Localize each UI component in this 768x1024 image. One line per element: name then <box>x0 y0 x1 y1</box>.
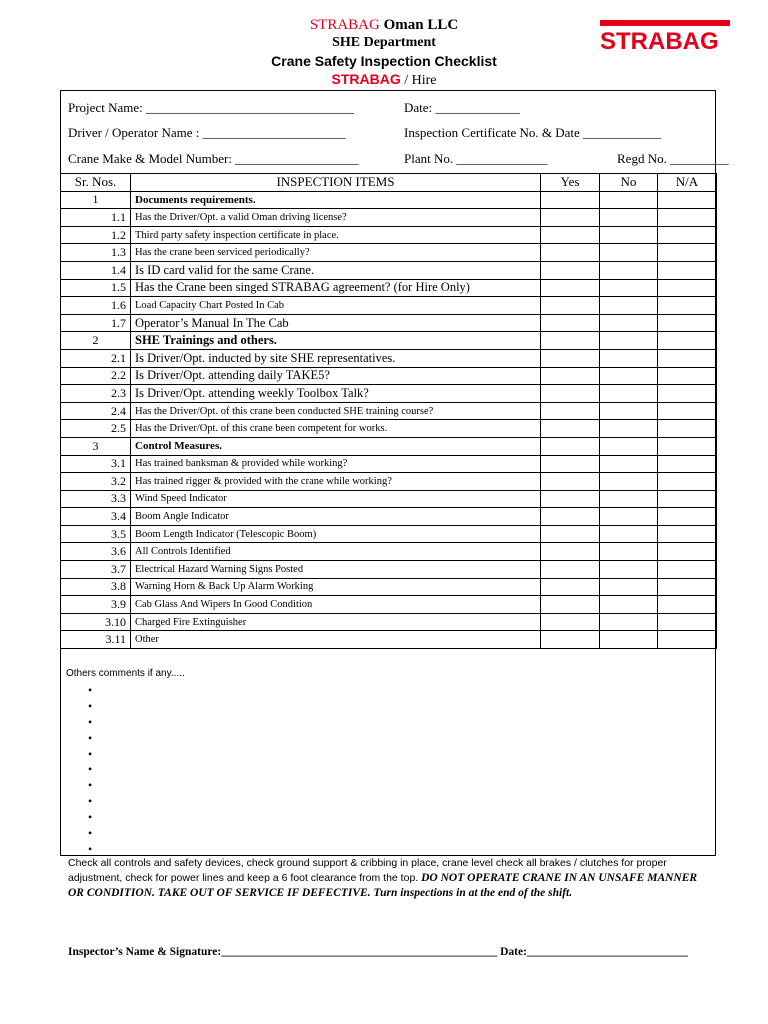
inspection-item: Boom Length Indicator (Telescopic Boom) <box>131 525 541 543</box>
table-row <box>61 455 717 473</box>
no-check-cell[interactable] <box>600 473 658 491</box>
na-check-cell[interactable] <box>658 191 717 209</box>
table-row <box>61 402 717 420</box>
row-number: 1.5 <box>61 279 131 297</box>
company-name: Oman LLC <box>379 17 459 33</box>
table-row <box>61 279 717 297</box>
comment-bullet[interactable]: • <box>88 714 93 729</box>
no-check-cell[interactable] <box>600 279 658 297</box>
yes-check-cell[interactable] <box>541 596 600 614</box>
section-row <box>61 332 717 350</box>
no-check-cell[interactable] <box>600 367 658 385</box>
no-check-cell[interactable] <box>600 297 658 315</box>
no-check-cell[interactable] <box>600 226 658 244</box>
inspection-item: Electrical Hazard Warning Signs Posted <box>131 561 541 579</box>
section-title: Control Measures. <box>131 437 541 455</box>
na-check-cell[interactable] <box>658 455 717 473</box>
comment-bullet[interactable]: • <box>88 841 93 856</box>
no-check-cell[interactable] <box>600 613 658 631</box>
table-row <box>61 244 717 262</box>
row-number: 2.4 <box>61 402 131 420</box>
row-number: 3.1 <box>61 455 131 473</box>
no-check-cell[interactable] <box>600 420 658 438</box>
no-check-cell[interactable] <box>600 578 658 596</box>
yes-check-cell[interactable] <box>541 420 600 438</box>
yes-check-cell[interactable] <box>541 490 600 508</box>
no-check-cell[interactable] <box>600 261 658 279</box>
inspection-item: Has the Crane been singed STRABAG agreement? (for Hire Only) <box>131 279 541 297</box>
table-row <box>61 525 717 543</box>
comment-bullet[interactable]: • <box>88 746 93 761</box>
no-check-cell[interactable] <box>600 508 658 526</box>
na-check-cell[interactable] <box>658 613 717 631</box>
table-row <box>61 543 717 561</box>
inspection-item: Third party safety inspection certificate in place. <box>131 226 541 244</box>
table-row <box>61 578 717 596</box>
comment-bullet[interactable]: • <box>88 762 93 777</box>
row-number: 1 <box>61 191 131 209</box>
yes-check-cell[interactable] <box>541 314 600 332</box>
row-number: 2.2 <box>61 367 131 385</box>
table-row <box>61 367 717 385</box>
yes-check-cell[interactable] <box>541 297 600 315</box>
no-check-cell[interactable] <box>600 402 658 420</box>
na-check-cell[interactable] <box>658 631 717 649</box>
na-check-cell[interactable] <box>658 209 717 227</box>
na-check-cell[interactable] <box>658 297 717 315</box>
row-number: 3.11 <box>61 631 131 649</box>
na-check-cell[interactable] <box>658 402 717 420</box>
row-number: 2 <box>61 332 131 350</box>
row-number: 2.1 <box>61 349 131 367</box>
table-row <box>61 508 717 526</box>
comments-list[interactable] <box>88 682 92 857</box>
na-check-cell[interactable] <box>658 561 717 579</box>
table-row <box>61 473 717 491</box>
plant-no-field[interactable]: Plant No. ______________ <box>404 151 548 166</box>
inspection-item: Has trained banksman & provided while working? <box>131 455 541 473</box>
inspection-item: Load Capacity Chart Posted In Cab <box>131 297 541 315</box>
na-check-cell[interactable] <box>658 490 717 508</box>
no-check-cell[interactable] <box>600 244 658 262</box>
na-check-cell[interactable] <box>658 261 717 279</box>
table-row <box>61 349 717 367</box>
hire-label: / Hire <box>400 73 437 88</box>
inspection-item: Boom Angle Indicator <box>131 508 541 526</box>
yes-check-cell[interactable] <box>541 279 600 297</box>
row-number: 3.8 <box>61 578 131 596</box>
na-check-cell[interactable] <box>658 332 717 350</box>
row-number: 3.10 <box>61 613 131 631</box>
notice-warning: DO NOT OPERATE CRANE IN AN UNSAFE MANNER OR CONDITION. TAKE OUT OF SERVICE IF DEFECTIVE. Turn inspections in at the end of the shift. <box>68 872 698 899</box>
strabag-logo <box>600 20 730 60</box>
comments-label: Others comments if any..... <box>66 668 185 679</box>
no-check-cell[interactable] <box>600 631 658 649</box>
inspection-item: Is Driver/Opt. attending daily TAKE5? <box>131 367 541 385</box>
signature-line[interactable]: Inspector’s Name & Signature:________________________________________________ Date:____________________________ <box>68 946 688 958</box>
no-check-cell[interactable] <box>600 561 658 579</box>
na-check-cell[interactable] <box>658 578 717 596</box>
document-title: Crane Safety Inspection Checklist <box>271 53 497 69</box>
na-check-cell[interactable] <box>658 437 717 455</box>
table-row <box>61 596 717 614</box>
inspection-item: Charged Fire Extinguisher <box>131 613 541 631</box>
no-check-cell[interactable] <box>600 437 658 455</box>
row-number: 3.3 <box>61 490 131 508</box>
table-row <box>61 613 717 631</box>
no-check-cell[interactable] <box>600 596 658 614</box>
na-check-cell[interactable] <box>658 226 717 244</box>
row-number: 2.5 <box>61 420 131 438</box>
yes-check-cell[interactable] <box>541 437 600 455</box>
comment-bullet[interactable]: • <box>88 730 93 745</box>
no-check-cell[interactable] <box>600 314 658 332</box>
inspection-item: Wind Speed Indicator <box>131 490 541 508</box>
no-check-cell[interactable] <box>600 455 658 473</box>
yes-check-cell[interactable] <box>541 226 600 244</box>
inspection-item: Is ID card valid for the same Crane. <box>131 261 541 279</box>
no-check-cell[interactable] <box>600 490 658 508</box>
inspection-item: Has the Driver/Opt. of this crane been competent for works. <box>131 420 541 438</box>
row-number: 3.7 <box>61 561 131 579</box>
row-number: 3.5 <box>61 525 131 543</box>
department-line: SHE Department <box>332 35 436 50</box>
safety-notice <box>68 856 708 901</box>
hire-brand: STRABAG <box>331 71 401 87</box>
inspection-table <box>60 173 717 649</box>
table-row <box>61 209 717 227</box>
table-row <box>61 631 717 649</box>
yes-check-cell[interactable] <box>541 367 600 385</box>
yes-check-cell[interactable] <box>541 191 600 209</box>
table-row <box>61 420 717 438</box>
no-check-cell[interactable] <box>600 385 658 403</box>
no-check-cell[interactable] <box>600 543 658 561</box>
row-number: 1.4 <box>61 261 131 279</box>
yes-check-cell[interactable] <box>541 508 600 526</box>
row-number: 3.2 <box>61 473 131 491</box>
comment-bullet[interactable]: • <box>88 778 93 793</box>
yes-check-cell[interactable] <box>541 578 600 596</box>
section-row <box>61 191 717 209</box>
company-brand: STRABAG <box>309 17 380 33</box>
inspection-item: Is Driver/Opt. attending weekly Toolbox Talk? <box>131 385 541 403</box>
no-check-cell[interactable] <box>600 525 658 543</box>
na-check-cell[interactable] <box>658 420 717 438</box>
yes-check-cell[interactable] <box>541 332 600 350</box>
header-na: N/A <box>658 174 717 192</box>
section-title: SHE Trainings and others. <box>131 332 541 350</box>
header-no: No <box>600 174 658 192</box>
row-number: 1.2 <box>61 226 131 244</box>
comment-bullet[interactable]: • <box>88 810 93 825</box>
row-number: 3.9 <box>61 596 131 614</box>
table-row <box>61 314 717 332</box>
na-check-cell[interactable] <box>658 244 717 262</box>
na-check-cell[interactable] <box>658 543 717 561</box>
inspection-item: Operator’s Manual In The Cab <box>131 314 541 332</box>
yes-check-cell[interactable] <box>541 561 600 579</box>
yes-check-cell[interactable] <box>541 244 600 262</box>
inspection-item: Has the crane been serviced periodically? <box>131 244 541 262</box>
na-check-cell[interactable] <box>658 367 717 385</box>
row-number: 1.3 <box>61 244 131 262</box>
na-check-cell[interactable] <box>658 385 717 403</box>
table-row <box>61 385 717 403</box>
row-number: 1.6 <box>61 297 131 315</box>
row-number: 2.3 <box>61 385 131 403</box>
table-row <box>61 226 717 244</box>
inspection-item: Has trained rigger & provided with the crane while working? <box>131 473 541 491</box>
inspection-item: All Controls Identified <box>131 543 541 561</box>
no-check-cell[interactable] <box>600 191 658 209</box>
inspection-item: Warning Horn & Back Up Alarm Working <box>131 578 541 596</box>
comment-bullet[interactable]: • <box>88 794 93 809</box>
na-check-cell[interactable] <box>658 525 717 543</box>
yes-check-cell[interactable] <box>541 209 600 227</box>
comment-bullet[interactable]: • <box>88 683 93 697</box>
yes-check-cell[interactable] <box>541 385 600 403</box>
row-number: 3 <box>61 437 131 455</box>
comment-bullet[interactable]: • <box>88 826 93 841</box>
regd-no-field[interactable]: Regd No. _________ <box>617 151 729 166</box>
header-yes: Yes <box>541 174 600 192</box>
yes-check-cell[interactable] <box>541 402 600 420</box>
na-check-cell[interactable] <box>658 508 717 526</box>
row-number: 3.4 <box>61 508 131 526</box>
row-number: 3.6 <box>61 543 131 561</box>
yes-check-cell[interactable] <box>541 525 600 543</box>
row-number: 1.7 <box>61 314 131 332</box>
inspection-item: Is Driver/Opt. inducted by site SHE representatives. <box>131 349 541 367</box>
logo-bar <box>600 20 730 26</box>
header-inspection-items: INSPECTION ITEMS <box>131 174 541 192</box>
inspection-item: Cab Glass And Wipers In Good Condition <box>131 596 541 614</box>
inspection-item: Has the Driver/Opt. a valid Oman driving license? <box>131 209 541 227</box>
yes-check-cell[interactable] <box>541 613 600 631</box>
na-check-cell[interactable] <box>658 596 717 614</box>
yes-check-cell[interactable] <box>541 349 600 367</box>
header-sr-no: Sr. Nos. <box>61 174 131 192</box>
comments-section <box>60 666 716 856</box>
inspection-item: Other <box>131 631 541 649</box>
inspection-item: Has the Driver/Opt. of this crane been conducted SHE training course? <box>131 402 541 420</box>
no-check-cell[interactable] <box>600 332 658 350</box>
section-row <box>61 437 717 455</box>
na-check-cell[interactable] <box>658 473 717 491</box>
no-check-cell[interactable] <box>600 209 658 227</box>
date-field[interactable]: Date: _____________ <box>404 100 520 115</box>
na-check-cell[interactable] <box>658 279 717 297</box>
na-check-cell[interactable] <box>658 314 717 332</box>
certificate-field[interactable]: Inspection Certificate No. & Date ____________ <box>404 125 662 140</box>
crane-make-field[interactable]: Crane Make & Model Number: ___________________ <box>68 151 359 166</box>
no-check-cell[interactable] <box>600 349 658 367</box>
yes-check-cell[interactable] <box>541 455 600 473</box>
driver-name-field[interactable]: Driver / Operator Name : ______________________ <box>68 125 346 140</box>
na-check-cell[interactable] <box>658 349 717 367</box>
table-row <box>61 261 717 279</box>
yes-check-cell[interactable] <box>541 261 600 279</box>
notice-text: Check all controls and safety devices, check ground support & cribbing in place, crane level check all brakes / clutches for proper adjustment, check for power lines and keep a 6 foot clearance from the top. <box>68 857 667 884</box>
yes-check-cell[interactable] <box>541 543 600 561</box>
logo-text: STRABAG <box>600 28 719 55</box>
table-row <box>61 561 717 579</box>
table-header-row <box>61 174 717 192</box>
comment-bullet[interactable]: • <box>88 698 93 713</box>
table-row <box>61 490 717 508</box>
project-name-field[interactable]: Project Name: ________________________________ <box>68 100 354 115</box>
yes-check-cell[interactable] <box>541 473 600 491</box>
table-row <box>61 297 717 315</box>
section-title: Documents requirements. <box>131 191 541 209</box>
hire-line <box>0 70 768 90</box>
yes-check-cell[interactable] <box>541 631 600 649</box>
row-number: 1.1 <box>61 209 131 227</box>
